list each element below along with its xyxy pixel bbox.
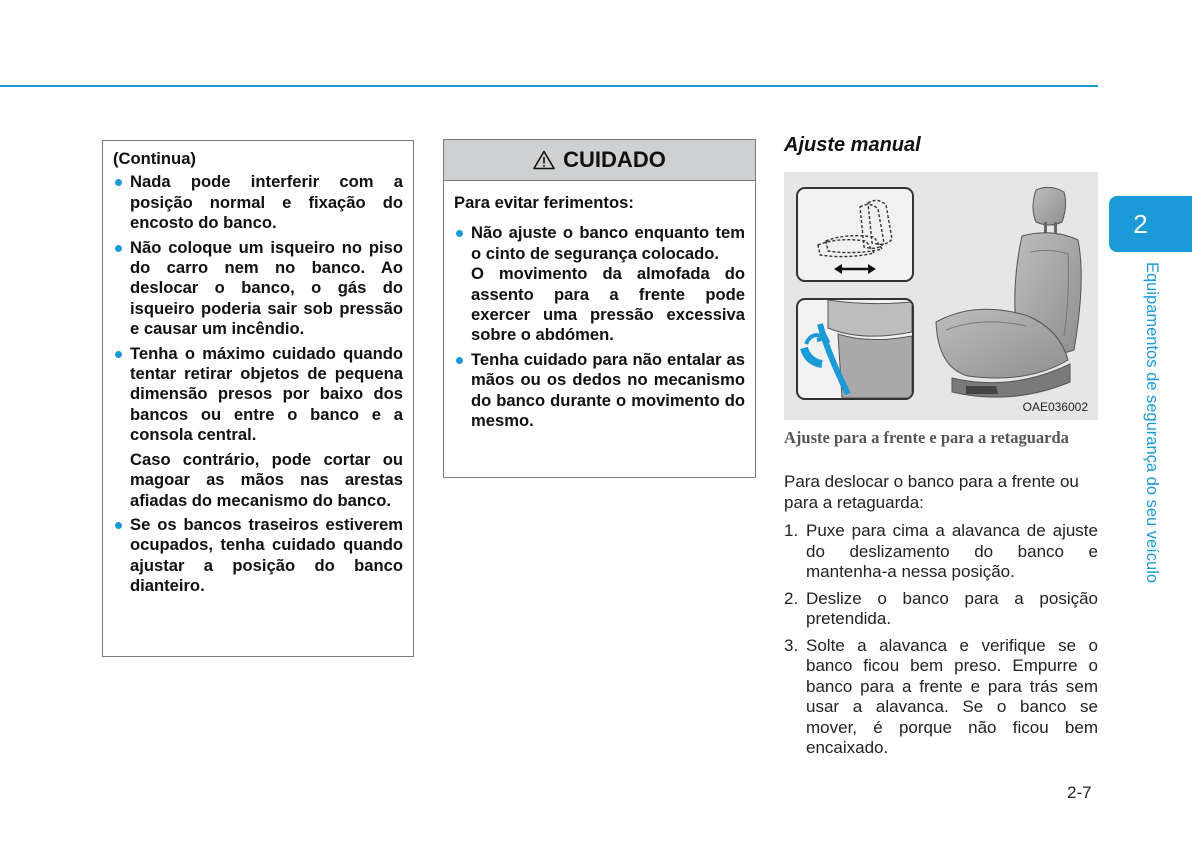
list-item: Se os bancos traseiros estiverem ocupados, tenha cuidado quando ajustar a posição do banco dianteiro. (113, 515, 403, 597)
caution-title: CUIDADO (563, 147, 666, 172)
steps-list (784, 521, 1098, 759)
caution-box (443, 139, 756, 478)
subsection-heading: Ajuste para a frente e para a retaguarda (784, 428, 1069, 447)
list-item: Tenha o máximo cuidado quando tentar retirar objetos de pequena dimensão presos por baixo dos bancos ou entre o banco e a consola central. (113, 344, 403, 446)
caution-body (444, 181, 755, 431)
warning-bullet-list (113, 172, 403, 445)
caution-header (444, 140, 755, 181)
seat-slide-inset (796, 187, 914, 282)
intro-text: Para deslocar o banco para a frente ou para a retaguarda: (784, 472, 1079, 512)
seat-slide-icon (798, 189, 912, 280)
caution-bullet-list (454, 223, 745, 431)
chapter-title: Equipamentos de segurança do seu veículo (1143, 262, 1161, 584)
list-item: Não coloque um isqueiro no piso do carro nem no banco. Ao deslocar o banco, o gás do isqueiro poderia sair sob pressão e causar um incêndio. (113, 238, 403, 340)
list-item: Não ajuste o banco enquanto tem o cinto de segurança colocado. O movimento da almofada do assento para a frente pode exercer uma pressão excessiva sobre o abdómen. (454, 223, 745, 345)
caution-subtitle: Para evitar ferimentos: (454, 193, 634, 212)
slide-lever-inset (796, 298, 914, 400)
seat-illustration (784, 172, 1098, 420)
warning-extra-paragraph: Caso contrário, pode cortar ou magoar as mãos nas arestas afiadas do mecanismo do banco. (130, 449, 403, 510)
warning-triangle-icon (533, 150, 555, 170)
page-number: 2-7 (1067, 783, 1092, 802)
figure-code: OAE036002 (1022, 400, 1088, 414)
list-item: 1. Puxe para cima a alavanca de ajuste do deslizamento do banco e mantenha-a nessa posição. (784, 521, 1098, 581)
chapter-tab (1109, 196, 1192, 252)
warning-continuation-box (102, 140, 414, 657)
list-item: Nada pode interferir com a posição normal e fixação do encosto do banco. (113, 172, 403, 233)
list-item: 3. Solte a alavanca e verifique se o banco ficou bem preso. Empurre o banco para a frente e para trás sem usar a alavanca. Se o banco se mover, é porque não ficou bem encaixado. (784, 635, 1098, 757)
continua-label: (Continua) (113, 149, 196, 168)
section-heading: Ajuste manual (784, 134, 921, 156)
warning-bullet-list-2 (113, 515, 403, 597)
chapter-number: 2 (1133, 208, 1148, 239)
top-rule (0, 85, 1098, 87)
list-item: 2. Deslize o banco para a posição pretendida. (784, 588, 1098, 628)
list-item: Tenha cuidado para não entalar as mãos ou os dedos no mecanismo do banco durante o movimento do mesmo. (454, 350, 745, 432)
slide-lever-icon (798, 300, 912, 398)
instructions (784, 472, 1098, 765)
